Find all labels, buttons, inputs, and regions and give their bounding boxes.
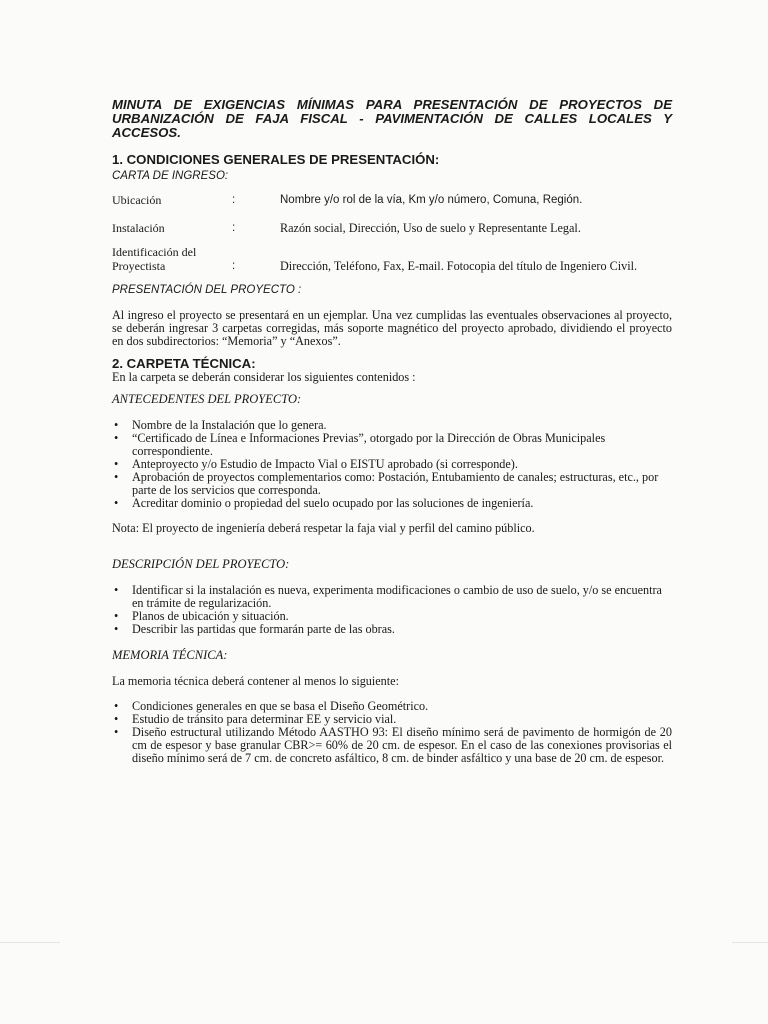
row-value: Nombre y/o rol de la vía, Km y/o número, Comuna, Región. (280, 194, 583, 206)
document-page (112, 98, 672, 765)
document-title: MINUTA DE EXIGENCIAS MÍNIMAS PARA PRESENTACIÓN DE PROYECTOS DE URBANIZACIÓN DE FAJA FISCAL - PAVIMENTACIÓN DE CALLES LOCALES Y ACCESOS. (112, 97, 672, 140)
list-item: • “Certificado de Línea e Informaciones Previas”, otorgado por la Dirección de Obras Municipales correspondiente. (114, 431, 606, 458)
presentacion-label: PRESENTACIÓN DEL PROYECTO : (112, 284, 302, 296)
list-item: • Nombre de la Instalación que lo genera. (114, 418, 327, 432)
carta-ingreso-label: CARTA DE INGRESO: (112, 170, 229, 182)
row-proyectista (112, 245, 672, 273)
list-item: • Diseño estructural utilizando Método AASTHO 93: El diseño mínimo será de pavimento de hormigón de 20 cm de espesor y base granular CBR>= 60% de 20 cm. de espesor. En el caso de las conexiones provisorias el diseño mínimo será de 7 cm. de concreto asfáltico, 8 cm. de binder asfáltico y una base de 20 cm. de espesor. (114, 725, 672, 765)
memoria-intro: La memoria técnica deberá contener al menos lo siguiente: (112, 674, 399, 688)
section-2-heading: 2. CARPETA TÉCNICA: (112, 356, 256, 371)
scan-artifact-line-left (0, 942, 60, 943)
memoria-label: MEMORIA TÉCNICA: (112, 648, 228, 662)
carta-ingreso-table (112, 193, 672, 273)
list-item: • Condiciones generales en que se basa el Diseño Geométrico. (114, 699, 429, 713)
antecedentes-list (112, 419, 672, 510)
list-item: • Anteproyecto y/o Estudio de Impacto Vial o EISTU aprobado (si corresponde). (114, 457, 518, 471)
list-item: • Acreditar dominio o propiedad del suelo ocupado por las soluciones de ingeniería. (114, 496, 534, 510)
list-item: • Estudio de tránsito para determinar EE y servicio vial. (114, 712, 397, 726)
row-value: Razón social, Dirección, Uso de suelo y Representante Legal. (280, 221, 581, 235)
section-1-heading: 1. CONDICIONES GENERALES DE PRESENTACIÓN: (112, 152, 440, 167)
row-label: Ubicación (112, 193, 162, 207)
list-item: • Identificar si la instalación es nueva, experimenta modificaciones o cambio de uso de suelo, y/o se encuentra en trámite de regularización. (114, 583, 662, 610)
row-colon: : (232, 194, 236, 206)
nota-text: Nota: El proyecto de ingeniería deberá respetar la faja vial y perfil del camino público. (112, 521, 535, 535)
descripcion-label: DESCRIPCIÓN DEL PROYECTO: (112, 557, 290, 571)
memoria-list (112, 700, 672, 765)
row-colon: : (232, 222, 236, 234)
antecedentes-label: ANTECEDENTES DEL PROYECTO: (112, 392, 302, 406)
list-item: • Aprobación de proyectos complementarios como: Postación, Entubamiento de canales; estructuras, etc., por parte de los servicios que corresponda. (114, 470, 659, 497)
row-ubicacion (112, 193, 672, 207)
presentacion-text: Al ingreso el proyecto se presentará en un ejemplar. Una vez cumplidas las eventuales observaciones al proyecto, se deberán ingresar 3 carpetas corregidas, más soporte magnético del proyecto aprobado, dividiendo el proyecto en dos subdirectorios: “Memoria” y “Anexos”. (112, 308, 672, 348)
scan-artifact-line-right (732, 942, 768, 943)
row-label: Instalación (112, 221, 165, 235)
list-item: • Describir las partidas que formarán parte de las obras. (114, 622, 395, 636)
row-instalacion (112, 221, 672, 235)
row-value: Dirección, Teléfono, Fax, E-mail. Fotocopia del título de Ingeniero Civil. (280, 259, 638, 273)
carpeta-intro: En la carpeta se deberán considerar los siguientes contenidos : (112, 370, 416, 384)
list-item: • Planos de ubicación y situación. (114, 609, 289, 623)
descripcion-list (112, 584, 672, 636)
row-label: Identificación del Proyectista (112, 245, 197, 273)
row-colon: : (232, 260, 236, 272)
